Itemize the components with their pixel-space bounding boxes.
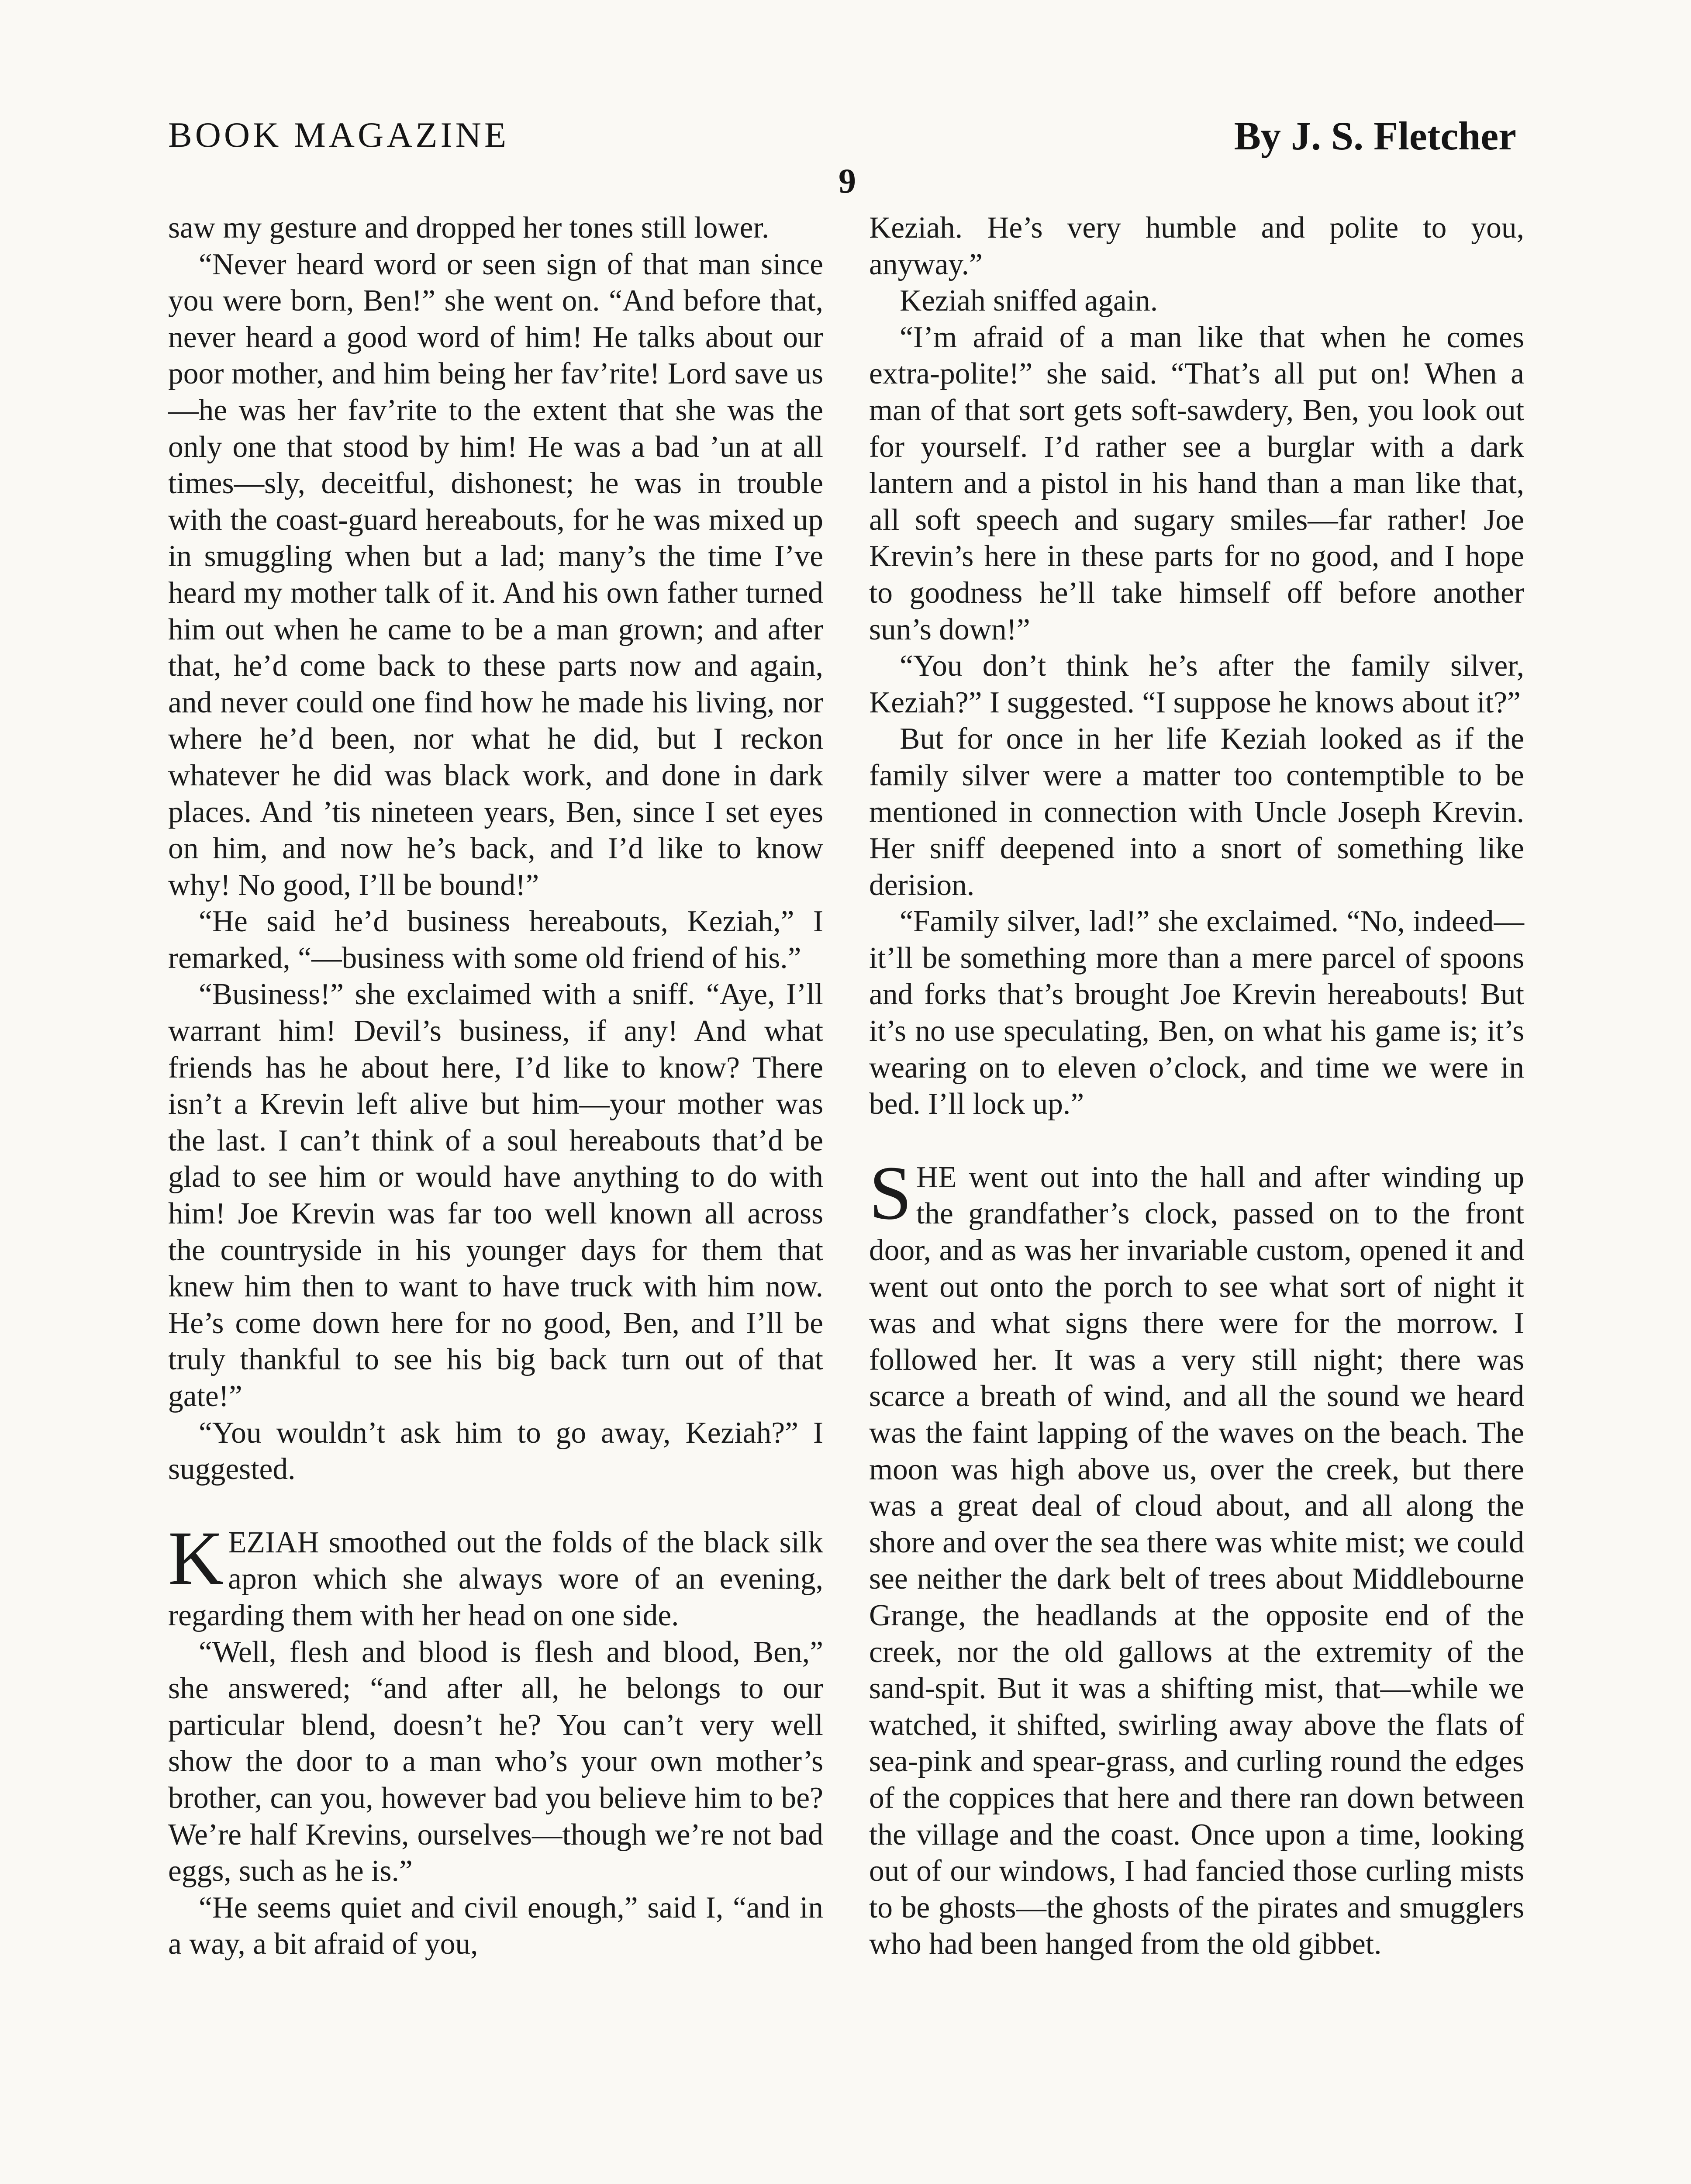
right-column [869,210,1524,1963]
paragraph: “Well, flesh and blood is flesh and blood, Ben,” she answered; “and after all, he belongs to our particular blend, doesn’t he? You can’t very well show the door to a man who’s your own mother’s brother, can you, however bad you believe him to be? We’re half Krevins, ourselves—though we’re not bad eggs, such as he is.” [168,1635,823,1888]
left-column [168,210,823,1963]
paragraph-text: EZIAH smoothed out the folds of the black silk apron which she always wore of an evening, regarding them with her head on one side. [168,1525,823,1632]
magazine-title: BOOK MAGAZINE [168,115,510,155]
paragraph-text: HE went out into the hall and after winding up the grandfather’s clock, passed on to the front door, and as was her invariable custom, opened it and went out onto the porch to see what sort of night it was and what signs there were for the morrow. I followed her. It was a very still night; there was scarce a breath of wind, and all the sound we heard was the faint lapping of the waves on the beach. The moon was high above us, over the creek, but there was a great deal of cloud about, and all along the shore and over the sea there was white mist; we could see neither the dark belt of trees about Middlebourne Grange, the headlands at the opposite end of the creek, nor the old gallows at the extremity of the sand-spit. But it was a shifting mist, that—while we watched, it shifted, swirling away above the flats of sea-pink and spear-grass, and curling round the edges of the coppices that here and there ran down between the village and the coast. Once upon a time, looking out of our windows, I had fancied those curling mists to be ghosts—the ghosts of the pirates and smugglers who had been hanged from the old gibbet. [869,1160,1524,1961]
paragraph: “You wouldn’t ask him to go away, Keziah?” I suggested. [168,1416,823,1486]
paragraph: But for once in her life Keziah looked as if the family silver were a matter too contemptible to be mentioned in connection with Uncle Joseph Krevin. Her sniff deepened into a snort of something like derision. [869,722,1524,902]
paragraph: saw my gesture and dropped her tones still lower. [168,211,770,245]
author-byline: By J. S. Fletcher [1234,114,1516,158]
paragraph: “Business!” she exclaimed with a sniff. “Aye, I’ll warrant him! Devil’s business, if any! And what friends has he about here, I’d like to know? There isn’t a Krevin left alive but him—your mother was the last. I can’t think of a soul hereabouts that’d be glad to see him or would have anything to do with him! Joe Krevin was far too well known all across the countryside in his younger days for them that knew him then to want to have truck with him now. He’s come down here for no good, Ben, and I’ll be truly thankful to see his big back turn out of that gate!” [168,978,823,1413]
page-number: 9 [839,162,856,200]
paragraph: “He seems quiet and civil enough,” said I, “and in a way, a bit afraid of you, [168,1890,823,1961]
drop-cap: S [869,1150,912,1236]
paragraph: “I’m afraid of a man like that when he comes extra-polite!” she said. “That’s all put on! When a man of that sort gets soft-sawdery, Ben, you look out for yourself. I’d rather see a burglar with a dark lantern and a pistol in his hand than a man like that, all soft speech and sugary smiles—far rather! Joe Krevin’s here in these parts for no good, and I hope to goodness he’ll take himself off before another sun’s down!” [869,320,1524,646]
section-paragraph [168,1515,823,1634]
paragraph: Keziah sniffed again. [900,284,1158,318]
drop-cap: K [168,1515,224,1601]
section-paragraph [869,1150,1524,1963]
paragraph: “He said he’d business hereabouts, Keziah,” I remarked, “—business with some old friend of his.” [168,905,823,975]
paragraph: “You don’t think he’s after the family silver, Keziah?” I suggested. “I suppose he knows about it?” [869,649,1524,719]
paragraph: Keziah. He’s very humble and polite to you, anyway.” [869,211,1524,281]
paragraph: “Never heard word or seen sign of that man since you were born, Ben!” she went on. “And before that, never heard a good word of him! He talks about our poor mother, and him being her fav’rite! Lord save us—he was her fav’rite to the extent that she was the only one that stood by him! He was a bad ’un at all times—sly, deceitful, dishonest; he was in trouble with the coast-guard hereabouts, for he was mixed up in smuggling when but a lad; many’s the time I’ve heard my mother talk of it. And his own father turned him out when he came to be a man grown; and after that, he’d come back to these parts now and again, and never could one find how he made his living, nor where he’d been, nor what he did, but I reckon whatever he did was black work, and done in dark places. And ’tis nineteen years, Ben, since I set eyes on him, and now he’s back, and I’d like to know why! No good, I’ll be bound!” [168,247,823,902]
paragraph: “Family silver, lad!” she exclaimed. “No, indeed—it’ll be something more than a mere parcel of spoons and forks that’s brought Joe Krevin hereabouts! But it’s no use speculating, Ben, on what his game is; it’s wearing on to eleven o’clock, and time we were in bed. I’ll lock up.” [869,905,1524,1121]
